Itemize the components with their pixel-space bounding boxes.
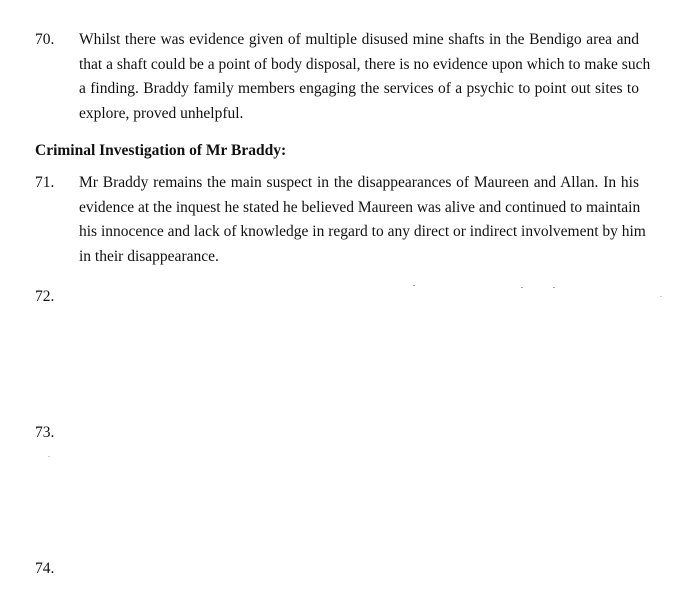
paragraph-number-71: 71. — [35, 174, 55, 191]
section-heading: Criminal Investigation of Mr Braddy: — [35, 142, 287, 159]
paragraph-71-text — [79, 171, 646, 269]
scan-speck — [48, 456, 50, 457]
scan-speck — [413, 285, 415, 286]
paragraph-71-line-1: Mr Braddy remains the main suspect in the disappearances of Maureen and Allan. In his — [79, 174, 639, 191]
paragraph-number-70: 70. — [35, 31, 55, 48]
paragraph-number-74: 74. — [35, 560, 55, 577]
paragraph-71-line-4: in their disappearance. — [79, 247, 219, 265]
paragraph-70-line-2: that a shaft could be a point of body disposal, there is no evidence upon which to make such — [79, 55, 651, 73]
paragraph-number-72: 72. — [35, 288, 55, 305]
scan-speck — [553, 287, 555, 288]
paragraph-70-line-4: explore, proved unhelpful. — [79, 104, 244, 122]
paragraph-70-line-3: a finding. Braddy family members engaging the services of a psychic to point out sites to — [79, 80, 639, 97]
paragraph-70-line-1: Whilst there was evidence given of multiple disused mine shafts in the Bendigo area and — [79, 31, 639, 48]
paragraph-71-line-2: evidence at the inquest he stated he believed Maureen was alive and continued to maintain — [79, 198, 641, 216]
paragraph-71-line-3: his innocence and lack of knowledge in regard to any direct or indirect involvement by him — [79, 223, 646, 240]
paragraph-70-text — [79, 28, 651, 126]
scan-speck — [660, 296, 662, 297]
paragraph-number-73: 73. — [35, 424, 55, 441]
scan-speck — [521, 287, 523, 288]
